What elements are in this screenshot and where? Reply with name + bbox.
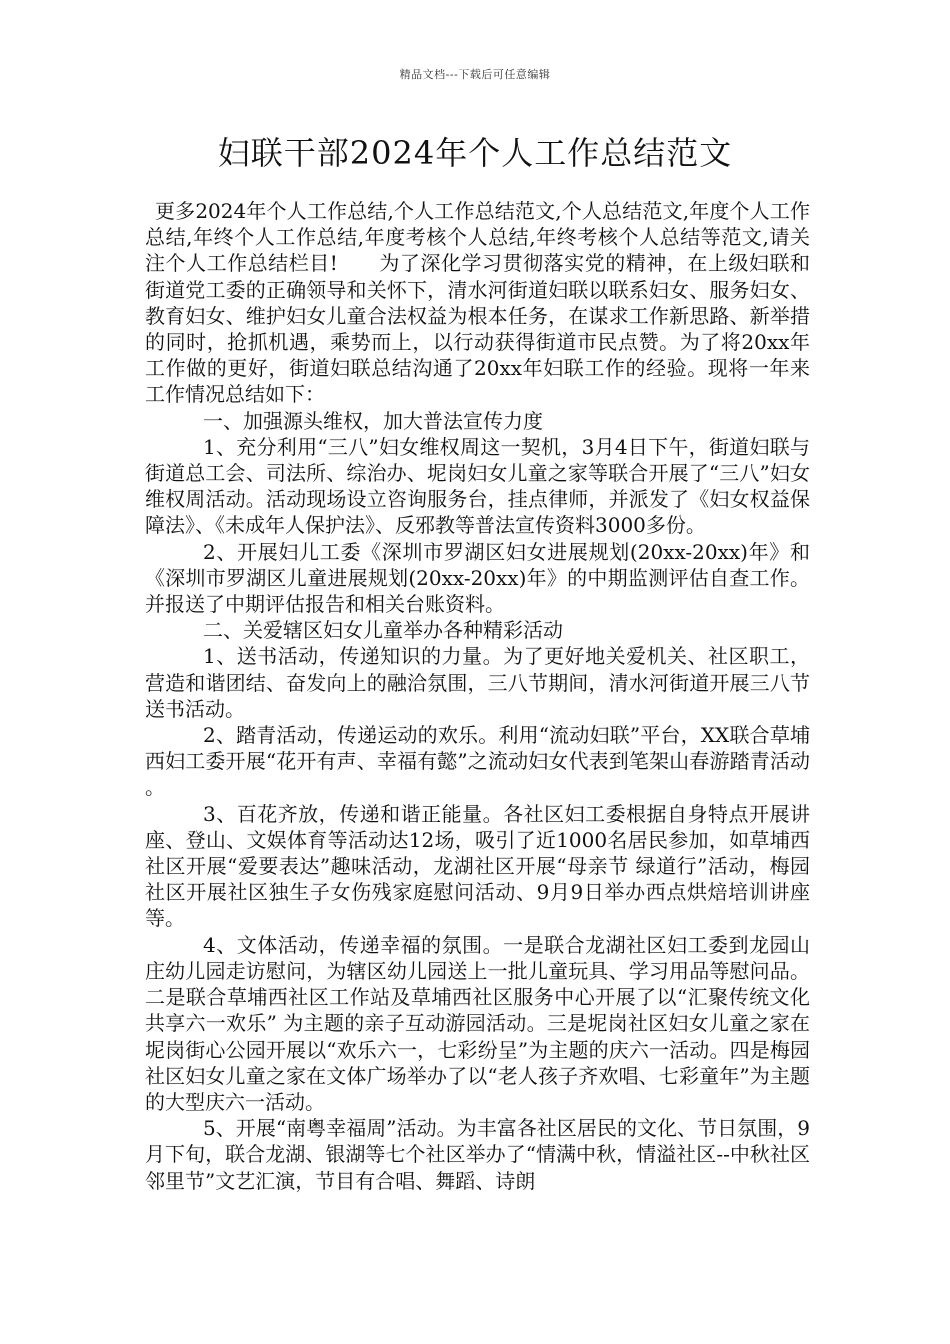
section-heading-2: 二、关爱辖区妇女儿童举办各种精彩活动: [203, 618, 563, 643]
body-paragraph: 3、百花齐放，传递和谐正能量。各社区妇工委根据自身特点开展讲座、登山、文娱体育等活动达12场，吸引了近1000名居民参加，如草埔西社区开展“爱要表达”趣味活动，龙湖社区开展“母亲节 绿道行”活动，梅园社区开展社区独生子女伤残家庭慰问活动、9月9日举办西点烘焙培训讲座等。: [145, 801, 810, 931]
intro-paragraph: 更多2024年个人工作总结,个人工作总结范文,个人总结范文,年度个人工作总结,年终个人工作总结,年度考核个人总结,年终考核个人总结等范文,请关注个人工作总结栏目! 为了深化学习贯彻落实党的精神，在上级妇联和街道党工委的正确领导和关怀下，清水河街道妇联以联系妇女、服务妇女、教育妇女、维护妇女儿童合法权益为根本任务，在谋求工作新思路、新举措的同时，抢抓机遇，乘势而上，以行动获得街道市民点赞。为了将20xx年工作做的更好，街道妇联总结沟通了20xx年妇联工作的经验。现将一年来工作情况总结如下：: [145, 199, 810, 407]
body-paragraph: 5、开展“南粤幸福周”活动。为丰富各社区居民的文化、节日氛围，9月下旬，联合龙湖、银湖等七个社区举办了“情满中秋，情溢社区--中秋社区邻里节”文艺汇演，节目有合唱、舞蹈、诗朗: [145, 1116, 810, 1193]
section-heading-1: 一、加强源头维权，加大普法宣传力度: [203, 408, 543, 433]
body-paragraph: 2、踏青活动，传递运动的欢乐。利用“流动妇联”平台，XX联合草埔西妇工委开展“花开有声、幸福有懿”之流动妇女代表到笔架山春游踏青活动。: [145, 723, 810, 800]
body-paragraph: 2、开展妇儿工委《深圳市罗湖区妇女进展规划(20xx-20xx)年》和《深圳市罗湖区儿童进展规划(20xx-20xx)年》的中期监测评估自查工作。并报送了中期评估报告和相关台账资料。: [145, 539, 810, 617]
document-body: [145, 198, 810, 1194]
document-title: 妇联干部2024年个人工作总结范文: [217, 134, 733, 172]
body-paragraph: 1、送书活动，传递知识的力量。为了更好地关爱机关、社区职工，营造和谐团结、奋发向上的融洽氛围，三八节期间，清水河街道开展三八节送书活动。: [145, 644, 810, 721]
body-paragraph: 4、文体活动，传递幸福的氛围。一是联合龙湖社区妇工委到龙园山庄幼儿园走访慰问，为辖区幼儿园送上一批儿童玩具、学习用品等慰问品。二是联合草埔西社区工作站及草埔西社区服务中心开展了以“汇聚传统文化 共享六一欢乐” 为主题的亲子互动游园活动。三是坭岗社区妇女儿童之家在坭岗街心公园开展以“欢乐六一，七彩纷呈”为主题的庆六一活动。四是梅园社区妇女儿童之家在文体广场举办了以“老人孩子齐欢唱、七彩童年”为主题的大型庆六一活动。: [145, 932, 810, 1114]
page-header-note: 精品文档---下载后可任意编辑: [399, 68, 551, 81]
body-paragraph: 1、充分利用“三八”妇女维权周这一契机，3月4日下午，街道妇联与街道总工会、司法所、综治办、坭岗妇女儿童之家等联合开展了“三八”妇女维权周活动。活动现场设立咨询服务台，挂点律师，并派发了《妇女权益保障法》、《未成年人保护法》、反邪教等普法宣传资料3000多份。: [145, 434, 810, 538]
